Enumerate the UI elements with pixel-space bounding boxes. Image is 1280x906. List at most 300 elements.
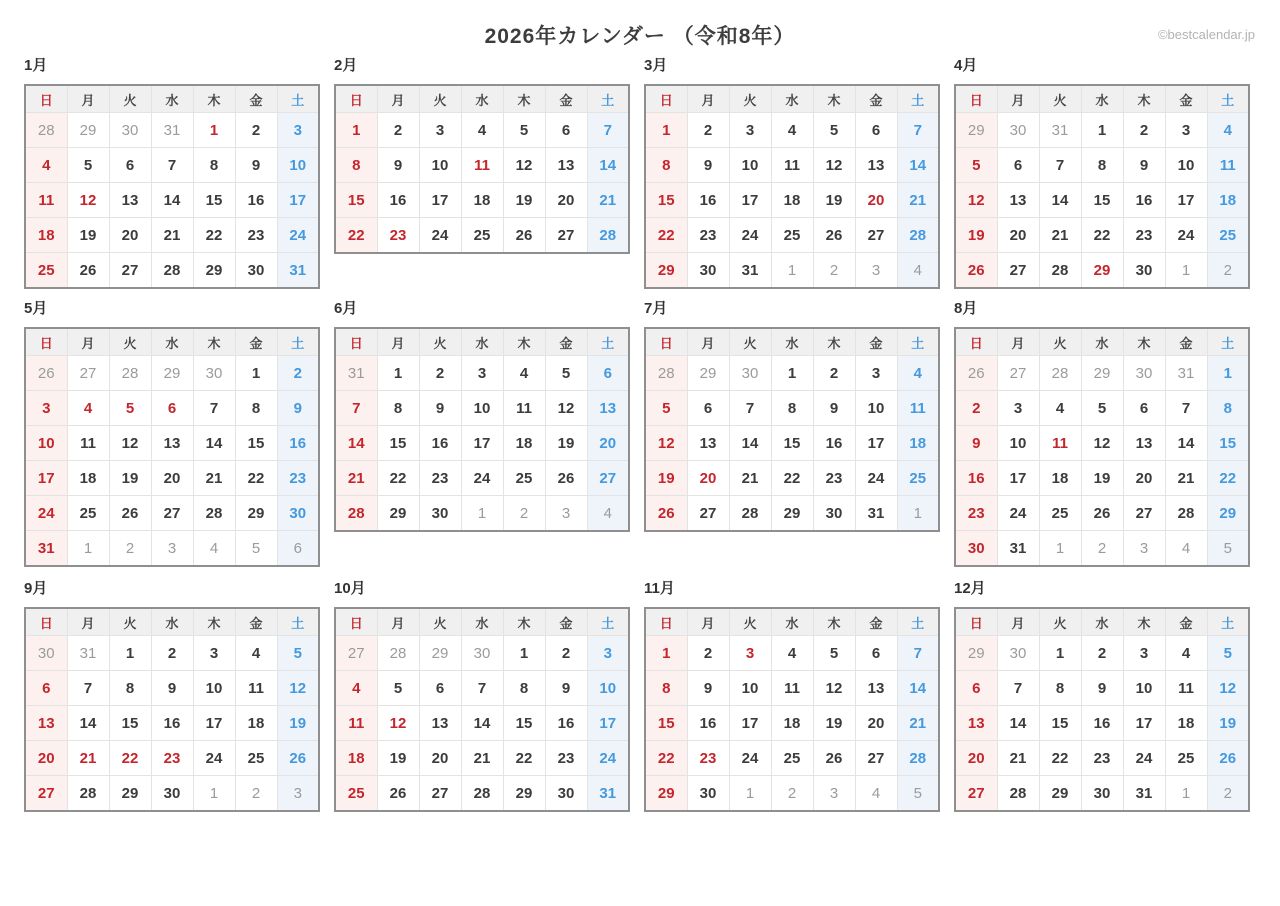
day-cell: 5 bbox=[645, 391, 687, 426]
day-cell: 10 bbox=[1123, 671, 1165, 706]
day-cell: 2 bbox=[813, 356, 855, 391]
day-cell: 1 bbox=[645, 113, 687, 148]
day-cell: 23 bbox=[151, 741, 193, 776]
day-cell: 28 bbox=[1165, 496, 1207, 531]
day-cell: 17 bbox=[25, 461, 67, 496]
day-cell: 4 bbox=[855, 776, 897, 812]
weekday-header-cell: 金 bbox=[855, 608, 897, 636]
day-cell: 11 bbox=[235, 671, 277, 706]
day-cell: 13 bbox=[419, 706, 461, 741]
weekday-header-cell: 水 bbox=[1081, 85, 1123, 113]
day-cell: 26 bbox=[67, 253, 109, 289]
weekday-header-cell: 木 bbox=[503, 328, 545, 356]
day-cell: 13 bbox=[855, 148, 897, 183]
day-cell: 4 bbox=[67, 391, 109, 426]
day-cell: 15 bbox=[1081, 183, 1123, 218]
day-cell: 11 bbox=[1165, 671, 1207, 706]
weekday-header-cell: 金 bbox=[855, 85, 897, 113]
day-cell: 10 bbox=[997, 426, 1039, 461]
month-1 bbox=[24, 56, 320, 289]
day-cell: 28 bbox=[193, 496, 235, 531]
month-table bbox=[334, 84, 630, 254]
day-cell: 5 bbox=[545, 356, 587, 391]
month-label: 8月 bbox=[954, 300, 978, 317]
month-table bbox=[334, 327, 630, 532]
day-cell: 2 bbox=[545, 636, 587, 671]
day-cell: 22 bbox=[771, 461, 813, 496]
day-cell: 5 bbox=[277, 636, 319, 671]
day-cell: 6 bbox=[587, 356, 629, 391]
day-cell: 15 bbox=[109, 706, 151, 741]
day-cell: 12 bbox=[955, 183, 997, 218]
day-cell: 1 bbox=[377, 356, 419, 391]
day-cell: 29 bbox=[109, 776, 151, 812]
weekday-header-cell: 日 bbox=[335, 608, 377, 636]
day-cell: 25 bbox=[335, 776, 377, 812]
day-cell: 12 bbox=[813, 148, 855, 183]
day-cell: 18 bbox=[335, 741, 377, 776]
day-cell: 22 bbox=[193, 218, 235, 253]
day-cell: 19 bbox=[109, 461, 151, 496]
day-cell: 30 bbox=[193, 356, 235, 391]
day-cell: 25 bbox=[235, 741, 277, 776]
month-table bbox=[24, 327, 320, 567]
day-cell: 31 bbox=[1165, 356, 1207, 391]
day-cell: 4 bbox=[1165, 636, 1207, 671]
day-cell: 3 bbox=[277, 776, 319, 812]
day-cell: 22 bbox=[503, 741, 545, 776]
day-cell: 26 bbox=[545, 461, 587, 496]
day-cell: 15 bbox=[377, 426, 419, 461]
day-cell: 6 bbox=[687, 391, 729, 426]
day-cell: 30 bbox=[1123, 356, 1165, 391]
weekday-header-cell: 金 bbox=[1165, 328, 1207, 356]
day-cell: 11 bbox=[1039, 426, 1081, 461]
day-cell: 9 bbox=[377, 148, 419, 183]
day-cell: 27 bbox=[545, 218, 587, 254]
weekday-header-cell: 日 bbox=[955, 328, 997, 356]
day-cell: 29 bbox=[1081, 253, 1123, 289]
day-cell: 16 bbox=[277, 426, 319, 461]
day-cell: 29 bbox=[1081, 356, 1123, 391]
day-cell: 19 bbox=[545, 426, 587, 461]
day-cell: 26 bbox=[277, 741, 319, 776]
month-table bbox=[334, 607, 630, 812]
day-cell: 23 bbox=[955, 496, 997, 531]
day-cell: 29 bbox=[193, 253, 235, 289]
weekday-header-cell: 日 bbox=[25, 85, 67, 113]
day-cell: 30 bbox=[997, 636, 1039, 671]
day-cell: 4 bbox=[771, 636, 813, 671]
day-cell: 3 bbox=[193, 636, 235, 671]
weekday-header-cell: 木 bbox=[193, 85, 235, 113]
day-cell: 1 bbox=[109, 636, 151, 671]
day-cell: 7 bbox=[897, 636, 939, 671]
day-cell: 10 bbox=[855, 391, 897, 426]
day-cell: 5 bbox=[503, 113, 545, 148]
day-cell: 24 bbox=[587, 741, 629, 776]
day-cell: 17 bbox=[855, 426, 897, 461]
day-cell: 31 bbox=[1039, 113, 1081, 148]
day-cell: 10 bbox=[419, 148, 461, 183]
day-cell: 10 bbox=[587, 671, 629, 706]
day-cell: 24 bbox=[25, 496, 67, 531]
day-cell: 17 bbox=[1165, 183, 1207, 218]
day-cell: 12 bbox=[1081, 426, 1123, 461]
day-cell: 13 bbox=[109, 183, 151, 218]
day-cell: 8 bbox=[109, 671, 151, 706]
day-cell: 26 bbox=[25, 356, 67, 391]
day-cell: 2 bbox=[109, 531, 151, 567]
day-cell: 16 bbox=[235, 183, 277, 218]
day-cell: 16 bbox=[687, 183, 729, 218]
day-cell: 29 bbox=[235, 496, 277, 531]
day-cell: 6 bbox=[109, 148, 151, 183]
day-cell: 5 bbox=[235, 531, 277, 567]
day-cell: 2 bbox=[813, 253, 855, 289]
weekday-header-cell: 火 bbox=[729, 328, 771, 356]
month-6 bbox=[334, 299, 630, 532]
weekday-header-cell: 木 bbox=[193, 328, 235, 356]
weekday-header-cell: 金 bbox=[235, 85, 277, 113]
day-cell: 26 bbox=[503, 218, 545, 254]
day-cell: 18 bbox=[897, 426, 939, 461]
weekday-header-cell: 土 bbox=[277, 608, 319, 636]
day-cell: 17 bbox=[729, 706, 771, 741]
day-cell: 25 bbox=[771, 741, 813, 776]
day-cell: 4 bbox=[503, 356, 545, 391]
day-cell: 31 bbox=[1123, 776, 1165, 812]
day-cell: 8 bbox=[1207, 391, 1249, 426]
day-cell: 22 bbox=[109, 741, 151, 776]
day-cell: 21 bbox=[335, 461, 377, 496]
day-cell: 13 bbox=[955, 706, 997, 741]
day-cell: 22 bbox=[377, 461, 419, 496]
day-cell: 5 bbox=[955, 148, 997, 183]
weekday-header-cell: 日 bbox=[645, 85, 687, 113]
day-cell: 5 bbox=[1081, 391, 1123, 426]
day-cell: 14 bbox=[151, 183, 193, 218]
day-cell: 1 bbox=[193, 113, 235, 148]
day-cell: 30 bbox=[813, 496, 855, 532]
day-cell: 18 bbox=[67, 461, 109, 496]
day-cell: 13 bbox=[151, 426, 193, 461]
weekday-header-cell: 水 bbox=[461, 328, 503, 356]
day-cell: 23 bbox=[235, 218, 277, 253]
day-cell: 15 bbox=[645, 183, 687, 218]
day-cell: 8 bbox=[377, 391, 419, 426]
day-cell: 4 bbox=[235, 636, 277, 671]
day-cell: 18 bbox=[25, 218, 67, 253]
day-cell: 27 bbox=[687, 496, 729, 532]
day-cell: 25 bbox=[771, 218, 813, 253]
day-cell: 12 bbox=[277, 671, 319, 706]
day-cell: 7 bbox=[1165, 391, 1207, 426]
weekday-header-cell: 日 bbox=[955, 608, 997, 636]
day-cell: 30 bbox=[1081, 776, 1123, 812]
day-cell: 19 bbox=[1207, 706, 1249, 741]
day-cell: 5 bbox=[1207, 636, 1249, 671]
weekday-header-cell: 水 bbox=[461, 608, 503, 636]
day-cell: 18 bbox=[771, 183, 813, 218]
weekday-header-cell: 金 bbox=[545, 608, 587, 636]
day-cell: 28 bbox=[729, 496, 771, 532]
day-cell: 6 bbox=[955, 671, 997, 706]
day-cell: 10 bbox=[25, 426, 67, 461]
day-cell: 1 bbox=[1207, 356, 1249, 391]
day-cell: 9 bbox=[1081, 671, 1123, 706]
day-cell: 18 bbox=[235, 706, 277, 741]
day-cell: 21 bbox=[67, 741, 109, 776]
month-label: 6月 bbox=[334, 300, 358, 317]
day-cell: 22 bbox=[645, 218, 687, 253]
day-cell: 30 bbox=[277, 496, 319, 531]
month-label: 7月 bbox=[644, 300, 668, 317]
day-cell: 12 bbox=[645, 426, 687, 461]
day-cell: 30 bbox=[545, 776, 587, 812]
day-cell: 24 bbox=[1123, 741, 1165, 776]
day-cell: 2 bbox=[771, 776, 813, 812]
day-cell: 26 bbox=[377, 776, 419, 812]
day-cell: 15 bbox=[503, 706, 545, 741]
day-cell: 2 bbox=[503, 496, 545, 532]
weekday-header-cell: 金 bbox=[235, 328, 277, 356]
day-cell: 31 bbox=[997, 531, 1039, 567]
day-cell: 11 bbox=[503, 391, 545, 426]
day-cell: 8 bbox=[335, 148, 377, 183]
weekday-header-cell: 水 bbox=[151, 328, 193, 356]
day-cell: 30 bbox=[729, 356, 771, 391]
day-cell: 14 bbox=[1039, 183, 1081, 218]
weekday-header-cell: 火 bbox=[109, 328, 151, 356]
day-cell: 16 bbox=[1081, 706, 1123, 741]
day-cell: 13 bbox=[687, 426, 729, 461]
day-cell: 28 bbox=[645, 356, 687, 391]
day-cell: 26 bbox=[813, 218, 855, 253]
day-cell: 9 bbox=[277, 391, 319, 426]
day-cell: 21 bbox=[997, 741, 1039, 776]
day-cell: 4 bbox=[25, 148, 67, 183]
day-cell: 24 bbox=[729, 218, 771, 253]
day-cell: 30 bbox=[151, 776, 193, 812]
day-cell: 15 bbox=[193, 183, 235, 218]
weekday-header-cell: 月 bbox=[997, 85, 1039, 113]
day-cell: 3 bbox=[813, 776, 855, 812]
weekday-header-cell: 水 bbox=[771, 85, 813, 113]
day-cell: 21 bbox=[897, 706, 939, 741]
day-cell: 27 bbox=[955, 776, 997, 812]
day-cell: 16 bbox=[377, 183, 419, 218]
day-cell: 8 bbox=[1081, 148, 1123, 183]
day-cell: 31 bbox=[277, 253, 319, 289]
day-cell: 12 bbox=[1207, 671, 1249, 706]
day-cell: 15 bbox=[645, 706, 687, 741]
day-cell: 29 bbox=[503, 776, 545, 812]
day-cell: 14 bbox=[729, 426, 771, 461]
weekday-header-cell: 木 bbox=[813, 608, 855, 636]
month-10 bbox=[334, 579, 630, 812]
day-cell: 30 bbox=[687, 253, 729, 289]
day-cell: 14 bbox=[897, 671, 939, 706]
day-cell: 4 bbox=[1207, 113, 1249, 148]
day-cell: 12 bbox=[377, 706, 419, 741]
day-cell: 27 bbox=[997, 356, 1039, 391]
day-cell: 28 bbox=[1039, 356, 1081, 391]
day-cell: 21 bbox=[461, 741, 503, 776]
day-cell: 29 bbox=[419, 636, 461, 671]
weekday-header-cell: 金 bbox=[545, 85, 587, 113]
day-cell: 2 bbox=[955, 391, 997, 426]
day-cell: 17 bbox=[997, 461, 1039, 496]
day-cell: 4 bbox=[587, 496, 629, 532]
day-cell: 1 bbox=[335, 113, 377, 148]
day-cell: 26 bbox=[955, 356, 997, 391]
day-cell: 27 bbox=[67, 356, 109, 391]
day-cell: 25 bbox=[897, 461, 939, 496]
weekday-header-cell: 火 bbox=[729, 608, 771, 636]
weekday-header-cell: 木 bbox=[193, 608, 235, 636]
day-cell: 14 bbox=[1165, 426, 1207, 461]
day-cell: 28 bbox=[461, 776, 503, 812]
day-cell: 3 bbox=[997, 391, 1039, 426]
day-cell: 3 bbox=[729, 113, 771, 148]
day-cell: 10 bbox=[277, 148, 319, 183]
day-cell: 27 bbox=[335, 636, 377, 671]
weekday-header-cell: 土 bbox=[587, 608, 629, 636]
day-cell: 3 bbox=[151, 531, 193, 567]
day-cell: 3 bbox=[545, 496, 587, 532]
day-cell: 11 bbox=[1207, 148, 1249, 183]
weekday-header-cell: 日 bbox=[645, 328, 687, 356]
day-cell: 4 bbox=[897, 356, 939, 391]
day-cell: 12 bbox=[67, 183, 109, 218]
day-cell: 3 bbox=[277, 113, 319, 148]
day-cell: 21 bbox=[729, 461, 771, 496]
day-cell: 30 bbox=[997, 113, 1039, 148]
day-cell: 1 bbox=[503, 636, 545, 671]
day-cell: 7 bbox=[151, 148, 193, 183]
weekday-header-cell: 月 bbox=[67, 328, 109, 356]
day-cell: 29 bbox=[645, 776, 687, 812]
day-cell: 30 bbox=[419, 496, 461, 532]
month-2 bbox=[334, 56, 630, 254]
day-cell: 9 bbox=[235, 148, 277, 183]
day-cell: 20 bbox=[855, 706, 897, 741]
month-8 bbox=[954, 299, 1250, 567]
day-cell: 29 bbox=[1207, 496, 1249, 531]
watermark-credit: ©bestcalendar.jp bbox=[1157, 27, 1255, 42]
day-cell: 6 bbox=[151, 391, 193, 426]
day-cell: 1 bbox=[729, 776, 771, 812]
day-cell: 2 bbox=[687, 636, 729, 671]
day-cell: 28 bbox=[587, 218, 629, 254]
weekday-header-cell: 金 bbox=[235, 608, 277, 636]
day-cell: 20 bbox=[687, 461, 729, 496]
weekday-header-cell: 木 bbox=[1123, 608, 1165, 636]
day-cell: 14 bbox=[997, 706, 1039, 741]
day-cell: 7 bbox=[587, 113, 629, 148]
day-cell: 10 bbox=[729, 671, 771, 706]
day-cell: 28 bbox=[151, 253, 193, 289]
day-cell: 25 bbox=[461, 218, 503, 254]
day-cell: 19 bbox=[645, 461, 687, 496]
day-cell: 23 bbox=[545, 741, 587, 776]
month-4 bbox=[954, 56, 1250, 289]
day-cell: 21 bbox=[587, 183, 629, 218]
day-cell: 5 bbox=[813, 113, 855, 148]
day-cell: 15 bbox=[335, 183, 377, 218]
weekday-header-cell: 水 bbox=[771, 328, 813, 356]
day-cell: 3 bbox=[1123, 636, 1165, 671]
day-cell: 9 bbox=[545, 671, 587, 706]
day-cell: 13 bbox=[587, 391, 629, 426]
day-cell: 2 bbox=[377, 113, 419, 148]
day-cell: 10 bbox=[729, 148, 771, 183]
weekday-header-cell: 火 bbox=[419, 85, 461, 113]
weekday-header-cell: 月 bbox=[687, 85, 729, 113]
day-cell: 29 bbox=[151, 356, 193, 391]
day-cell: 30 bbox=[687, 776, 729, 812]
day-cell: 30 bbox=[955, 531, 997, 567]
day-cell: 19 bbox=[503, 183, 545, 218]
day-cell: 18 bbox=[461, 183, 503, 218]
day-cell: 29 bbox=[1039, 776, 1081, 812]
day-cell: 2 bbox=[277, 356, 319, 391]
day-cell: 21 bbox=[1165, 461, 1207, 496]
day-cell: 31 bbox=[151, 113, 193, 148]
weekday-header-cell: 日 bbox=[955, 85, 997, 113]
weekday-header-cell: 金 bbox=[1165, 85, 1207, 113]
day-cell: 1 bbox=[235, 356, 277, 391]
day-cell: 1 bbox=[645, 636, 687, 671]
weekday-header-cell: 土 bbox=[897, 85, 939, 113]
day-cell: 21 bbox=[151, 218, 193, 253]
weekday-header-cell: 火 bbox=[729, 85, 771, 113]
day-cell: 19 bbox=[955, 218, 997, 253]
day-cell: 4 bbox=[193, 531, 235, 567]
day-cell: 20 bbox=[151, 461, 193, 496]
weekday-header-cell: 日 bbox=[645, 608, 687, 636]
day-cell: 5 bbox=[109, 391, 151, 426]
month-table bbox=[644, 84, 940, 289]
day-cell: 2 bbox=[1207, 253, 1249, 289]
weekday-header-cell: 土 bbox=[897, 608, 939, 636]
day-cell: 8 bbox=[645, 671, 687, 706]
month-12 bbox=[954, 579, 1250, 812]
weekday-header-cell: 土 bbox=[897, 328, 939, 356]
day-cell: 12 bbox=[109, 426, 151, 461]
weekday-header-cell: 火 bbox=[1039, 328, 1081, 356]
day-cell: 24 bbox=[461, 461, 503, 496]
day-cell: 24 bbox=[193, 741, 235, 776]
day-cell: 27 bbox=[151, 496, 193, 531]
day-cell: 1 bbox=[897, 496, 939, 532]
day-cell: 28 bbox=[897, 741, 939, 776]
day-cell: 18 bbox=[1165, 706, 1207, 741]
day-cell: 24 bbox=[277, 218, 319, 253]
month-label: 3月 bbox=[644, 57, 668, 74]
day-cell: 1 bbox=[1039, 531, 1081, 567]
day-cell: 6 bbox=[855, 113, 897, 148]
day-cell: 26 bbox=[645, 496, 687, 532]
weekday-header-cell: 土 bbox=[277, 85, 319, 113]
weekday-header-cell: 水 bbox=[1081, 328, 1123, 356]
day-cell: 3 bbox=[419, 113, 461, 148]
day-cell: 23 bbox=[687, 218, 729, 253]
day-cell: 5 bbox=[377, 671, 419, 706]
weekday-header-cell: 金 bbox=[855, 328, 897, 356]
day-cell: 9 bbox=[151, 671, 193, 706]
